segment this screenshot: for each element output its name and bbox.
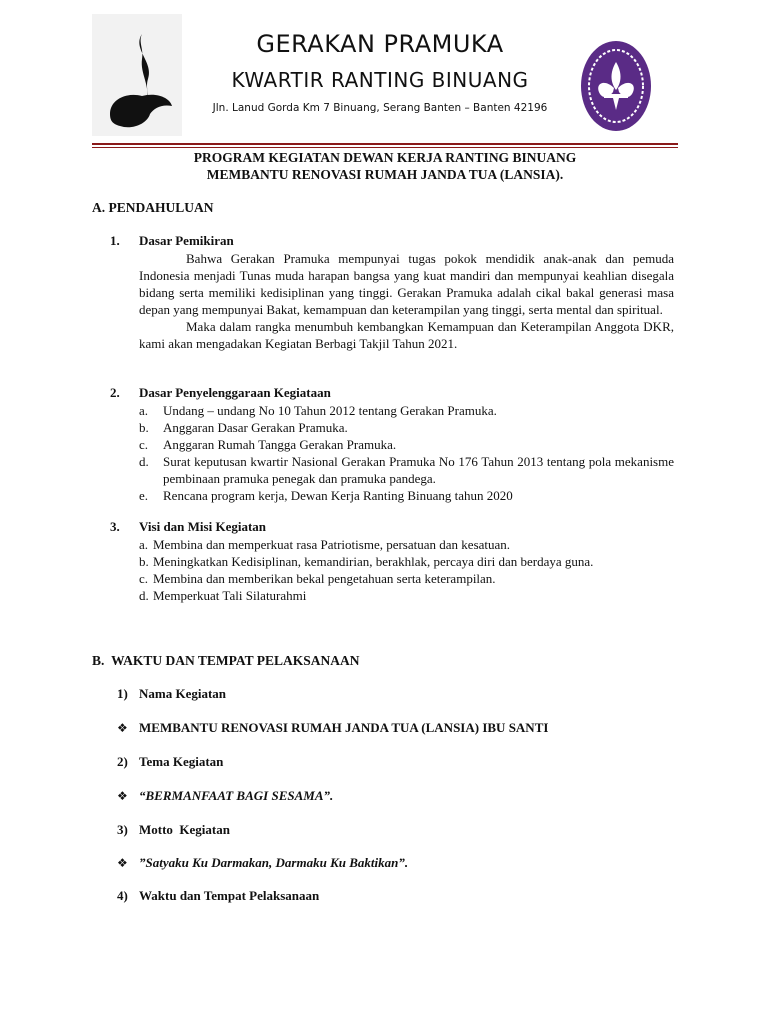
b-item-1-marker: 1): [117, 686, 128, 701]
sub3-number: 3.: [110, 519, 120, 534]
list-text: Anggaran Rumah Tangga Gerakan Pramuka.: [163, 437, 397, 452]
diamond-bullet-icon: ❖: [117, 789, 128, 803]
list-item: [139, 536, 674, 553]
list-item: [139, 402, 674, 419]
sub1-body: [139, 250, 674, 352]
b-item-1-text: Nama Kegiatan: [139, 686, 227, 701]
b-item-5-marker: 3): [117, 822, 128, 837]
sub1-paragraph-2: Maka dalam rangka menumbuh kembangkan Kemampuan dan Keterampilan Anggota DKR, kami akan mengadakan Kegiatan Berbagi Takjil Tahun 2021.: [139, 319, 674, 351]
sub1-number: 1.: [110, 233, 120, 248]
b-item-3-text: Tema Kegiatan: [139, 754, 224, 769]
diamond-bullet-icon: ❖: [117, 721, 128, 735]
header-divider-thin: [92, 147, 678, 148]
list-marker: e.: [139, 488, 149, 503]
address: Jln. Lanud Gorda Km 7 Binuang, Serang Banten – Banten 42196: [212, 102, 548, 114]
list-text: Undang – undang No 10 Tahun 2012 tentang Gerakan Pramuka.: [163, 403, 497, 418]
list-item: [139, 553, 674, 570]
header-divider: [92, 143, 678, 145]
doc-title-line-2: MEMBANTU RENOVASI RUMAH JANDA TUA (LANSIA).: [206, 167, 564, 182]
sub2-list: [139, 402, 674, 504]
org-name: GERAKAN PRAMUKA: [256, 30, 504, 58]
diamond-bullet-icon: ❖: [117, 856, 128, 870]
list-item: [139, 487, 674, 504]
list-item: [139, 587, 674, 604]
b-item-5-text: Motto Kegiatan: [139, 822, 230, 837]
list-text: Memperkuat Tali Silaturahmi: [153, 588, 307, 603]
b-item-6-text: ”Satyaku Ku Darmakan, Darmaku Ku Baktikan”.: [139, 855, 409, 870]
list-text: Membina dan memberikan bekal pengetahuan serta keterampilan.: [153, 571, 496, 586]
sub2-title: Dasar Penyelenggaraan Kegiataan: [139, 385, 331, 400]
b-item-4-text: “BERMANFAAT BAGI SESAMA”.: [139, 788, 334, 803]
sub3-list: [139, 536, 674, 604]
list-item: [139, 570, 674, 587]
list-marker: d.: [139, 454, 149, 469]
list-marker: c.: [139, 437, 149, 452]
b-item-2-text: MEMBANTU RENOVASI RUMAH JANDA TUA (LANSIA) IBU SANTI: [139, 720, 549, 735]
b-item-7-text: Waktu dan Tempat Pelaksanaan: [139, 888, 320, 903]
list-item: [139, 436, 674, 453]
sub1-title: Dasar Pemikiran: [139, 233, 234, 248]
section-a-heading: A. PENDAHULUAN: [92, 200, 214, 215]
list-marker: b.: [139, 554, 149, 569]
sub3-title: Visi dan Misi Kegiatan: [139, 519, 267, 534]
sub2-number: 2.: [110, 385, 120, 400]
list-marker: b.: [139, 420, 149, 435]
list-text: Anggaran Dasar Gerakan Pramuka.: [163, 420, 348, 435]
list-item: [139, 453, 674, 487]
sub1-paragraph-1: Bahwa Gerakan Pramuka mempunyai tugas pokok mendidik anak-anak dan pemuda Indonesia menjadi Tunas muda harapan bangsa yang kuat mandiri dan mempunyai keahlian disegala bidang serta memiliki kedisiplinan yang tinggi. Gerakan Pramuka adalah cikal bakal generasi masa depan yang mempunyai Bakat, kemampuan dan keterampilan yang tinggi, serta mental dan spiritual.: [139, 251, 674, 317]
scout-badge-logo: [580, 40, 652, 132]
list-text: Membina dan memperkuat rasa Patriotisme, persatuan dan kesatuan.: [153, 537, 511, 552]
doc-title-line-1: PROGRAM KEGIATAN DEWAN KERJA RANTING BINUANG: [193, 150, 577, 165]
list-text: Meningkatkan Kedisiplinan, kemandirian, berakhlak, percaya diri dan berdaya guna.: [153, 554, 594, 569]
b-item-3-marker: 2): [117, 754, 128, 769]
list-item: [139, 419, 674, 436]
list-marker: d.: [139, 588, 149, 603]
branch-name: KWARTIR RANTING BINUANG: [231, 68, 529, 92]
list-marker: c.: [139, 571, 149, 586]
b-item-7-marker: 4): [117, 888, 128, 903]
list-marker: a.: [139, 403, 149, 418]
list-text: Rencana program kerja, Dewan Kerja Ranting Binuang tahun 2020: [163, 488, 513, 503]
list-marker: a.: [139, 537, 149, 552]
scout-emblem-logo: [92, 14, 182, 136]
section-b-heading: B. WAKTU DAN TEMPAT PELAKSANAAN: [92, 653, 360, 668]
list-text: Surat keputusan kwartir Nasional Gerakan Pramuka No 176 Tahun 2013 tentang pola mekanisme pembinaan pramuka penegak dan pramuka pandega.: [163, 454, 674, 486]
